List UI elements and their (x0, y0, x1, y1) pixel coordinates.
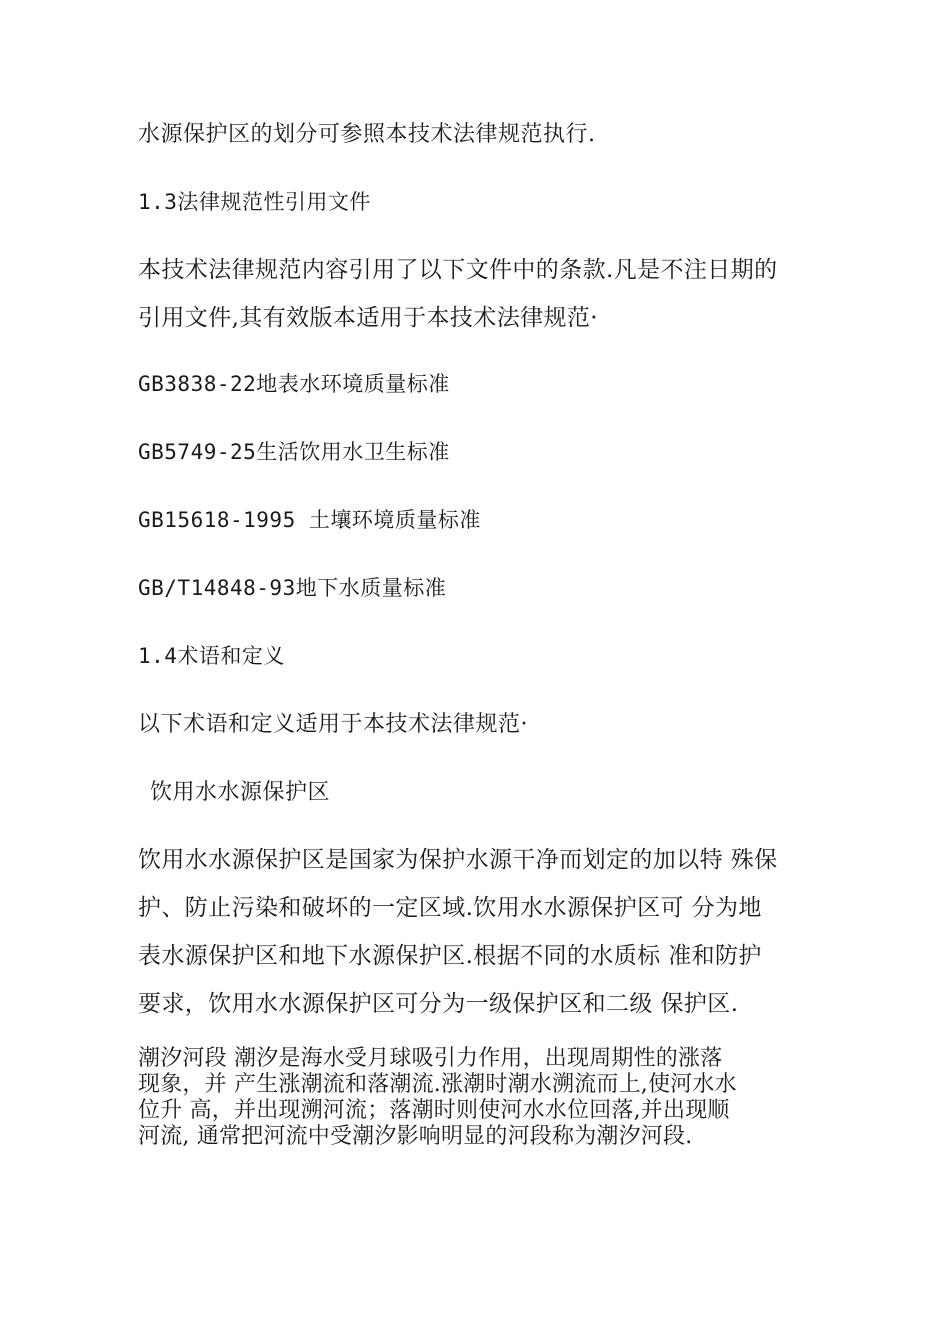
paragraph-line: 表水源保护区和地下水源保护区.根据不同的水质标 准和防护 (138, 943, 762, 969)
paragraph-line: 本技术法律规范内容引用了以下文件中的条款.凡是不注日期的 (138, 257, 778, 283)
section-heading-1-4-text: 1.4术语和定义 (138, 644, 285, 668)
reference-text: GB3838-22地表水环境质量标准 (138, 372, 450, 396)
reference-item (138, 442, 450, 464)
intro-line: 水源保护区的划分可参照本技术法律规范执行. (138, 122, 596, 147)
paragraph-line: 引用文件,其有效版本适用于本技术法律规范· (138, 305, 599, 331)
tidal-reach-paragraph (138, 1046, 828, 1150)
term-definition-paragraph (138, 836, 818, 1028)
reference-text: GB/T14848-93地下水质量标准 (138, 576, 447, 600)
paragraph-line: 现象，并 产生涨潮流和落潮流.涨潮时潮水溯流而上,使河水水 (138, 1072, 737, 1097)
reference-item (138, 374, 450, 396)
paragraph-line: 护、防止污染和破坏的一定区域.饮用水水源保护区可 分为地 (138, 895, 762, 921)
reference-text: GB5749-25生活饮用水卫生标准 (138, 440, 450, 464)
section-heading-1-3 (138, 192, 371, 214)
reference-item (138, 510, 481, 532)
references-intro-paragraph (138, 246, 818, 342)
terms-intro-line: 以下术语和定义适用于本技术法律规范· (138, 712, 528, 737)
term-title: 饮用水水源保护区 (150, 780, 331, 805)
paragraph-line: 位升 高，并出现溯河流；落潮时则使河水水位回落,并出现顺 (138, 1098, 730, 1123)
reference-text: GB15618-1995 土壤环境质量标准 (138, 508, 481, 532)
section-heading-1-4 (138, 646, 285, 668)
reference-item (138, 578, 446, 600)
paragraph-line: 要求，饮用水水源保护区可分为一级保护区和二级 保护区. (138, 991, 739, 1017)
paragraph-line: 河流, 通常把河流中受潮汐影响明显的河段称为潮汐河段. (138, 1124, 693, 1149)
paragraph-line: 潮汐河段 潮汐是海水受月球吸引力作用，出现周期性的涨落 (138, 1046, 723, 1071)
section-heading-1-3-text: 1.3法律规范性引用文件 (138, 190, 371, 214)
paragraph-line: 饮用水水源保护区是国家为保护水源干净而划定的加以特 殊保 (138, 847, 778, 873)
